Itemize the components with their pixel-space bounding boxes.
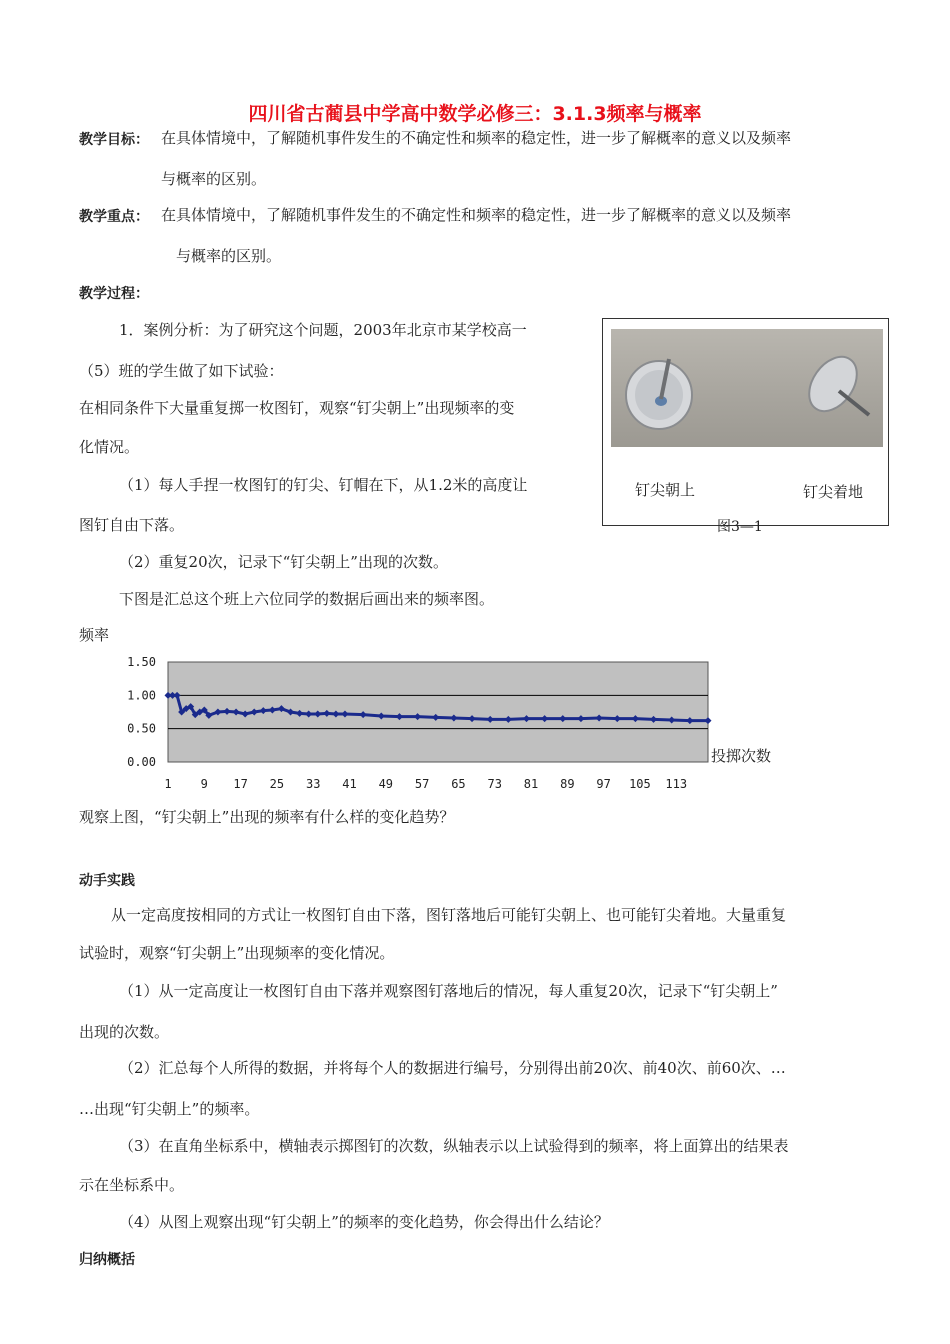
x-tick-label: 73 [487,777,502,791]
practice-step1-line2: 出现的次数。 [79,1023,170,1041]
goal-text-line1: 在具体情境中，了解随机事件发生的不确定性和频率的稳定性，进一步了解概率的意义以及频率 [161,129,792,147]
chart-xlabel: 投掷次数 [711,747,772,765]
y-tick-label: 0.00 [127,755,156,769]
practice-p1-line2: 试验时，观察“钉尖朝上”出现频率的变化情况。 [79,944,395,962]
practice-p1-line1: 从一定高度按相同的方式让一枚图钉自由下落，图钉落地后可能钉尖朝上、也可能钉尖着地。大量重复 [111,906,787,924]
thumbtack-figure [602,318,889,526]
case-line-4: 化情况。 [79,438,140,456]
case-line-3: 在相同条件下大量重复掷一枚图钉，观察“钉尖朝上”出现频率的变 [79,399,515,417]
figure-caption: 图3—1 [717,519,763,535]
x-tick-label: 9 [200,777,208,791]
x-tick-label: 57 [414,777,430,791]
case-line-1: 1．案例分析：为了研究这个问题，2003年北京市某学校高一 [119,321,527,339]
practice-step1-line1: （1）从一定高度让一枚图钉自由下落并观察图钉落地后的情况，每人重复20次，记录下“钉尖朝上” [119,982,778,1000]
x-tick-label: 113 [665,777,688,791]
x-tick-label: 41 [342,777,357,791]
x-tick-label: 25 [269,777,285,791]
practice-step2-line1: （2）汇总每个人所得的数据，并将每个人的数据进行编号，分别得出前20次、前40次、前60次、… [119,1059,786,1077]
y-tick-label: 1.50 [127,655,156,669]
x-tick-label: 97 [596,777,611,791]
x-tick-label: 33 [305,777,321,791]
focus-label: 教学重点： [79,209,149,225]
goal-text-line2: 与概率的区别。 [161,170,267,188]
practice-step3-line1: （3）在直角坐标系中，横轴表示掷图钉的次数，纵轴表示以上试验得到的频率，将上面算出的结果表 [119,1137,789,1155]
x-tick-label: 65 [451,777,466,791]
y-tick-label: 0.50 [127,721,156,736]
observe-question: 观察上图，“钉尖朝上”出现的频率有什么样的变化趋势？ [79,808,455,826]
label-pin-down: 钉尖着地 [803,483,864,501]
focus-text-line1: 在具体情境中，了解随机事件发生的不确定性和频率的稳定性，进一步了解概率的意义以及频率 [161,206,792,224]
chart-ylabel: 频率 [79,626,110,644]
practice-step2-line2: …出现“钉尖朝上”的频率。 [79,1100,260,1118]
practice-step3-line2: 示在坐标系中。 [79,1176,185,1194]
process-label: 教学过程： [79,286,149,302]
focus-text-line2: 与概率的区别。 [176,247,282,265]
x-tick-label: 49 [378,777,394,791]
x-tick-label: 89 [560,777,575,791]
case-line-8: 下图是汇总这个班上六位同学的数据后画出来的频率图。 [119,590,495,608]
practice-step4: （4）从图上观察出现“钉尖朝上”的频率的变化趋势，你会得出什么结论？ [119,1213,609,1231]
page-title: 四川省古蔺县中学高中数学必修三：3.1.3频率与概率 [248,103,702,125]
x-tick-label: 17 [233,777,248,791]
case-line-6: 图钉自由下落。 [79,516,185,534]
label-pin-up: 钉尖朝上 [635,481,696,499]
x-tick-label: 105 [629,777,651,791]
case-line-2: （5）班的学生做了如下试验： [79,362,284,380]
thumbtack-illustration [611,329,883,447]
case-line-5: （1）每人手捏一枚图钉的钉尖、钉帽在下，从1.2米的高度让 [119,476,528,494]
thumbtack-photo [611,329,883,447]
x-tick-label: 81 [523,777,539,791]
case-line-7: （2）重复20次，记录下“钉尖朝上”出现的次数。 [119,553,448,571]
practice-heading: 动手实践 [79,873,135,889]
y-tick-label: 1.00 [127,688,156,703]
summary-heading: 归纳概括 [79,1252,135,1268]
x-tick-label: 1 [164,777,172,791]
goal-label: 教学目标： [79,132,149,148]
frequency-chart [70,650,720,800]
